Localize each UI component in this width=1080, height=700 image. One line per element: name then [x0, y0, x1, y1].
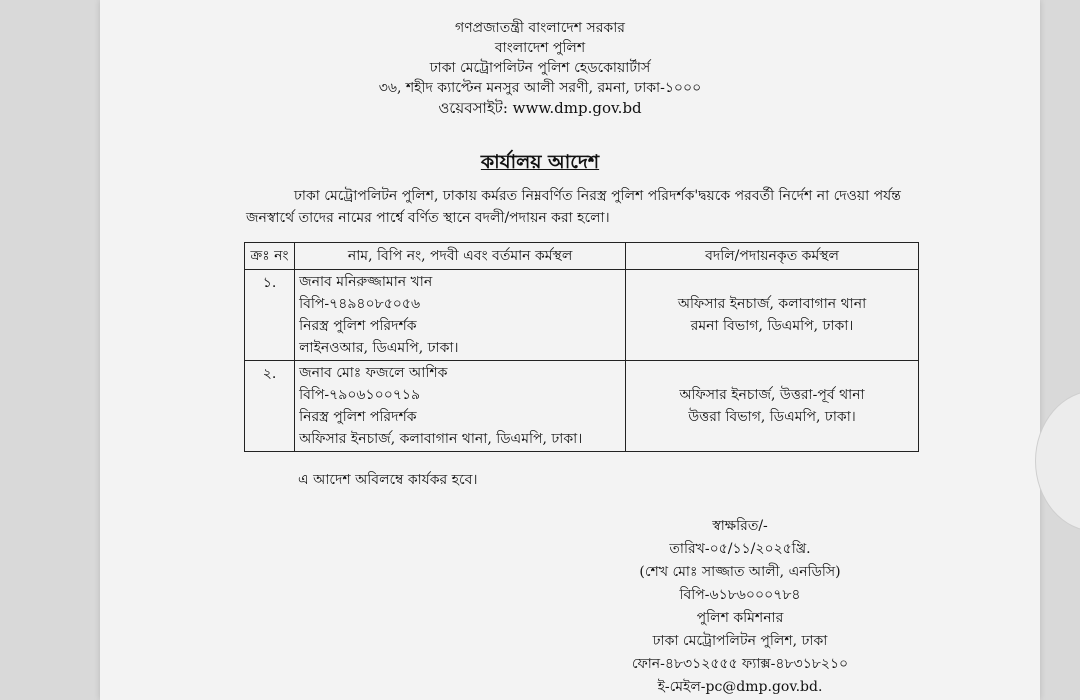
signature-block	[590, 515, 890, 699]
scroll-edge-indicator[interactable]	[1035, 390, 1080, 532]
page-title: কার্যালয় আদেশ	[480, 151, 600, 173]
transfer-table	[244, 242, 919, 452]
new-post-line-1: অফিসার ইনচার্জ, কলাবাগান থানা	[677, 296, 867, 312]
table-header-row	[245, 243, 919, 270]
new-post-line-2: রমনা বিভাগ, ডিএমপি, ঢাকা।	[690, 318, 854, 334]
row-new-post	[626, 270, 919, 361]
header-new-post: বদলি/পদায়নকৃত কর্মস্থল	[626, 243, 919, 270]
table-row	[245, 270, 919, 361]
letterhead-hq: ঢাকা মেট্রোপলিটন পুলিশ হেডকোয়ার্টার্স	[429, 60, 651, 76]
officer-name: জনাব মোঃ ফজলে আশিক	[299, 365, 448, 381]
new-post-line-1: অফিসার ইনচার্জ, উত্তরা-পূর্ব থানা	[679, 387, 865, 403]
officer-current-post: লাইনওআর, ডিএমপি, ঢাকা।	[299, 340, 459, 356]
row-officer-details	[295, 270, 626, 361]
officer-name: জনাব মনিরুজ্জামান খান	[299, 274, 433, 290]
letterhead-government: গণপ্রজাতন্ত্রী বাংলাদেশ সরকার	[455, 20, 625, 36]
table-row	[245, 361, 919, 452]
header-serial-no: ক্রঃ নং	[245, 243, 295, 270]
signed-mark: স্বাক্ষরিত/-	[712, 518, 768, 534]
letterhead	[0, 18, 1080, 118]
letterhead-police: বাংলাদেশ পুলিশ	[494, 40, 586, 56]
signature-date: তারিখ-০৫/১১/২০২৫খ্রি.	[669, 541, 811, 557]
new-post-line-2: উত্তরা বিভাগ, ডিএমপি, ঢাকা।	[688, 409, 856, 425]
officer-rank: নিরস্ত্র পুলিশ পরিদর্শক	[299, 409, 417, 425]
signatory-bp-number: বিপি-৬১৮৬০০০৭৮৪	[679, 587, 801, 603]
row-serial-no: ২.	[245, 361, 295, 452]
officer-rank: নিরস্ত্র পুলিশ পরিদর্শক	[299, 318, 417, 334]
effective-immediately-note: এ আদেশ অবিলম্বে কার্যকর হবে।	[298, 472, 478, 488]
officer-bp-number: বিপি-৭৯০৬১০০৭১৯	[299, 387, 421, 403]
officer-bp-number: বিপি-৭৪৯৪০৮৫০৫৬	[299, 296, 421, 312]
row-new-post	[626, 361, 919, 452]
letterhead-website: ওয়েবসাইট: www.dmp.gov.bd	[438, 99, 642, 117]
order-body-text: ঢাকা মেট্রোপলিটন পুলিশ, ঢাকায় কর্মরত নিম্নবর্ণিত নিরস্ত্র পুলিশ পরিদর্শক'দ্বয়কে পরবর্তী নির্দেশ না দেওয়া পর্যন্ত জনস্বার্থে তাদের নামের পার্শ্বে বর্ণিত স্থানে বদলী/পদায়ন করা হলো।	[246, 188, 901, 226]
header-name-details: নাম, বিপি নং, পদবী এবং বর্তমান কর্মস্থল	[295, 243, 626, 270]
letterhead-address: ৩৬, শহীদ ক্যাপ্টেন মনসুর আলী সরণী, রমনা, ঢাকা-১০০০	[378, 80, 702, 96]
signatory-designation: পুলিশ কমিশনার	[696, 610, 784, 626]
signatory-name: (শেখ মোঃ সাজ্জাত আলী, এনডিসি)	[639, 564, 841, 580]
row-serial-no: ১.	[245, 270, 295, 361]
officer-current-post: অফিসার ইনচার্জ, কলাবাগান থানা, ডিএমপি, ঢাকা।	[299, 431, 583, 447]
signatory-email: ই-মেইল-pc@dmp.gov.bd.	[657, 679, 823, 695]
row-officer-details	[295, 361, 626, 452]
signatory-phone-fax: ফোন-৪৮৩১২৫৫৫ ফ্যাক্স-৪৮৩১৮২১০	[631, 656, 849, 672]
signatory-office: ঢাকা মেট্রোপলিটন পুলিশ, ঢাকা	[652, 633, 828, 649]
